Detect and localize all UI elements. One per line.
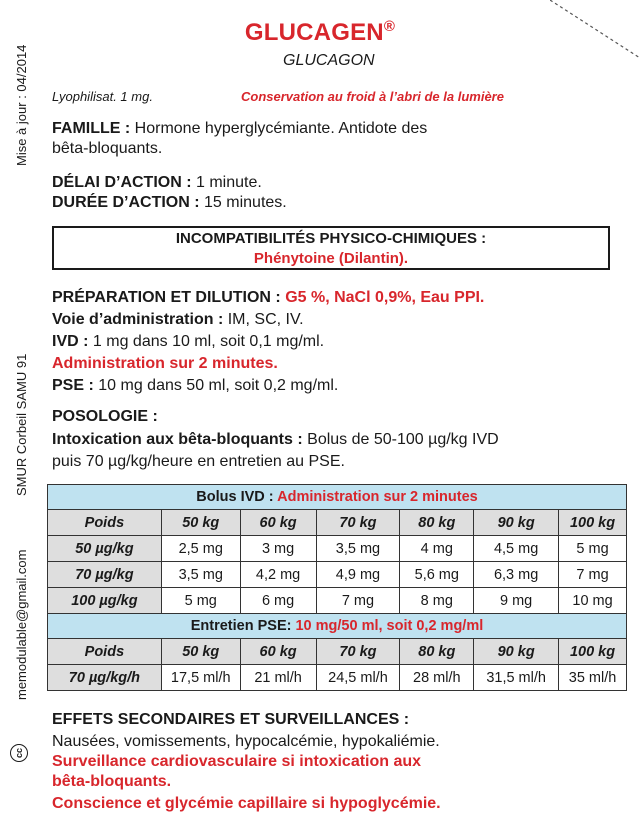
- dose-cell: 2,5 mg: [161, 536, 240, 562]
- table-row: [48, 562, 627, 588]
- entretien-title: Entretien PSE:: [190, 618, 292, 634]
- weight-cell: 90 kg: [474, 510, 559, 536]
- table-row: [48, 665, 627, 691]
- posologie-label: POSOLOGIE :: [52, 408, 158, 425]
- weight-cell: 100 kg: [559, 639, 627, 665]
- famille-text2: bêta-bloquants.: [52, 140, 163, 157]
- entretien-weights-row: [48, 639, 627, 665]
- effets-line3: bêta-bloquants.: [52, 773, 172, 790]
- weight-cell: 80 kg: [400, 510, 474, 536]
- dose-cell: 5 mg: [559, 536, 627, 562]
- storage-note: Conservation au froid à l’abri de la lumière: [241, 89, 504, 104]
- rate-label: 70 µg/kg/h: [48, 665, 162, 691]
- intox-text: Bolus de 50-100 µg/kg IVD: [307, 431, 499, 448]
- entretien-header: [48, 614, 627, 639]
- pse-label: PSE :: [52, 377, 94, 394]
- pse-line: [52, 376, 338, 396]
- dose-cell: 3,5 mg: [161, 562, 240, 588]
- admin-note: Administration sur 2 minutes.: [52, 355, 278, 372]
- dose-cell: 4,9 mg: [316, 562, 400, 588]
- bolus-header: [48, 485, 627, 510]
- dose-cell: 4,5 mg: [474, 536, 559, 562]
- duree-line: [52, 193, 287, 213]
- rate-cell: 17,5 ml/h: [161, 665, 240, 691]
- dose-label: 70 µg/kg: [48, 562, 162, 588]
- dose-cell: 5,6 mg: [400, 562, 474, 588]
- rate-cell: 21 ml/h: [240, 665, 316, 691]
- bolus-weights-row: [48, 510, 627, 536]
- bolus-title: Bolus IVD :: [196, 489, 274, 505]
- weight-cell: 60 kg: [240, 639, 316, 665]
- dose-cell: 5 mg: [161, 588, 240, 614]
- intox-line: [52, 430, 499, 450]
- incompat-text: Phénytoine (Dilantin).: [253, 250, 409, 267]
- weight-cell: 70 kg: [316, 510, 400, 536]
- ivd-line: [52, 332, 324, 352]
- ivd-text: 1 mg dans 10 ml, soit 0,1 mg/ml.: [92, 333, 325, 350]
- poids-label: Poids: [48, 510, 162, 536]
- incompat-title: INCOMPATIBILITÉS PHYSICO-CHIMIQUES :: [175, 230, 487, 247]
- dose-label: 100 µg/kg: [48, 588, 162, 614]
- dose-cell: 7 mg: [316, 588, 400, 614]
- drug-form: Lyophilisat. 1 mg.: [52, 89, 153, 104]
- dose-cell: 10 mg: [559, 588, 627, 614]
- weight-cell: 80 kg: [400, 639, 474, 665]
- dose-cell: 6 mg: [240, 588, 316, 614]
- famille-text1: Hormone hyperglycémiante. Antidote des: [134, 120, 428, 137]
- rate-cell: 28 ml/h: [400, 665, 474, 691]
- organization: SMUR Corbeil SAMU 91: [14, 353, 29, 496]
- contact-email: memodulable@gmail.com: [14, 549, 29, 700]
- cc-license-icon: cc: [10, 744, 28, 762]
- duree-text: 15 minutes.: [204, 194, 287, 211]
- prep-line: [52, 288, 484, 308]
- delai-text: 1 minute.: [196, 174, 262, 191]
- voie-label: Voie d’administration :: [52, 311, 224, 328]
- delai-line: [52, 173, 262, 193]
- table-row: [48, 536, 627, 562]
- weight-cell: 50 kg: [161, 639, 240, 665]
- rate-cell: 31,5 ml/h: [474, 665, 559, 691]
- dose-label: 50 µg/kg: [48, 536, 162, 562]
- weight-cell: 90 kg: [474, 639, 559, 665]
- prep-solvents: G5 %, NaCl 0,9%, Eau PPI.: [285, 289, 485, 306]
- rate-cell: 35 ml/h: [559, 665, 627, 691]
- dose-cell: 8 mg: [400, 588, 474, 614]
- effets-line4: Conscience et glycémie capillaire si hypoglycémie.: [52, 795, 441, 812]
- bolus-note: Administration sur 2 minutes: [277, 489, 478, 505]
- dose-cell: 3 mg: [240, 536, 316, 562]
- famille-line1: [52, 119, 427, 139]
- effets-line2: Surveillance cardiovasculaire si intoxication aux: [52, 753, 422, 770]
- table-row: [48, 588, 627, 614]
- generic-name: GLUCAGON: [283, 52, 375, 69]
- dose-cell: 4 mg: [400, 536, 474, 562]
- dose-cell: 3,5 mg: [316, 536, 400, 562]
- dose-cell: 6,3 mg: [474, 562, 559, 588]
- weight-cell: 50 kg: [161, 510, 240, 536]
- effets-label: EFFETS SECONDAIRES ET SURVEILLANCES :: [52, 711, 410, 728]
- poids-label: Poids: [48, 639, 162, 665]
- brand-name: GLUCAGEN: [244, 19, 384, 46]
- weight-cell: 60 kg: [240, 510, 316, 536]
- effets-line1: Nausées, vomissements, hypocalcémie, hypokaliémie.: [52, 733, 440, 750]
- prep-label: PRÉPARATION ET DILUTION :: [52, 289, 281, 306]
- weight-cell: 100 kg: [559, 510, 627, 536]
- dose-cell: 7 mg: [559, 562, 627, 588]
- entretien-note: 10 mg/50 ml, soit 0,2 mg/ml: [295, 618, 484, 634]
- voie-text: IM, SC, IV.: [227, 311, 304, 328]
- weight-cell: 70 kg: [316, 639, 400, 665]
- voie-line: [52, 310, 304, 330]
- incompatibilities-box: [52, 226, 610, 270]
- ivd-label: IVD :: [52, 333, 89, 350]
- drug-title: [0, 18, 640, 47]
- duree-label: DURÉE D’ACTION :: [52, 194, 200, 211]
- dose-cell: 4,2 mg: [240, 562, 316, 588]
- update-date: Mise à jour : 04/2014: [14, 44, 29, 166]
- posologie-line2: puis 70 µg/kg/heure en entretien au PSE.: [52, 453, 345, 470]
- delai-label: DÉLAI D’ACTION :: [52, 174, 192, 191]
- dosage-table: [47, 484, 627, 691]
- pse-text: 10 mg dans 50 ml, soit 0,2 mg/ml.: [98, 377, 339, 394]
- dose-cell: 9 mg: [474, 588, 559, 614]
- registered-mark: ®: [383, 18, 396, 35]
- rate-cell: 24,5 ml/h: [316, 665, 400, 691]
- famille-label: FAMILLE :: [52, 120, 131, 137]
- intox-label: Intoxication aux bêta-bloquants :: [52, 431, 303, 448]
